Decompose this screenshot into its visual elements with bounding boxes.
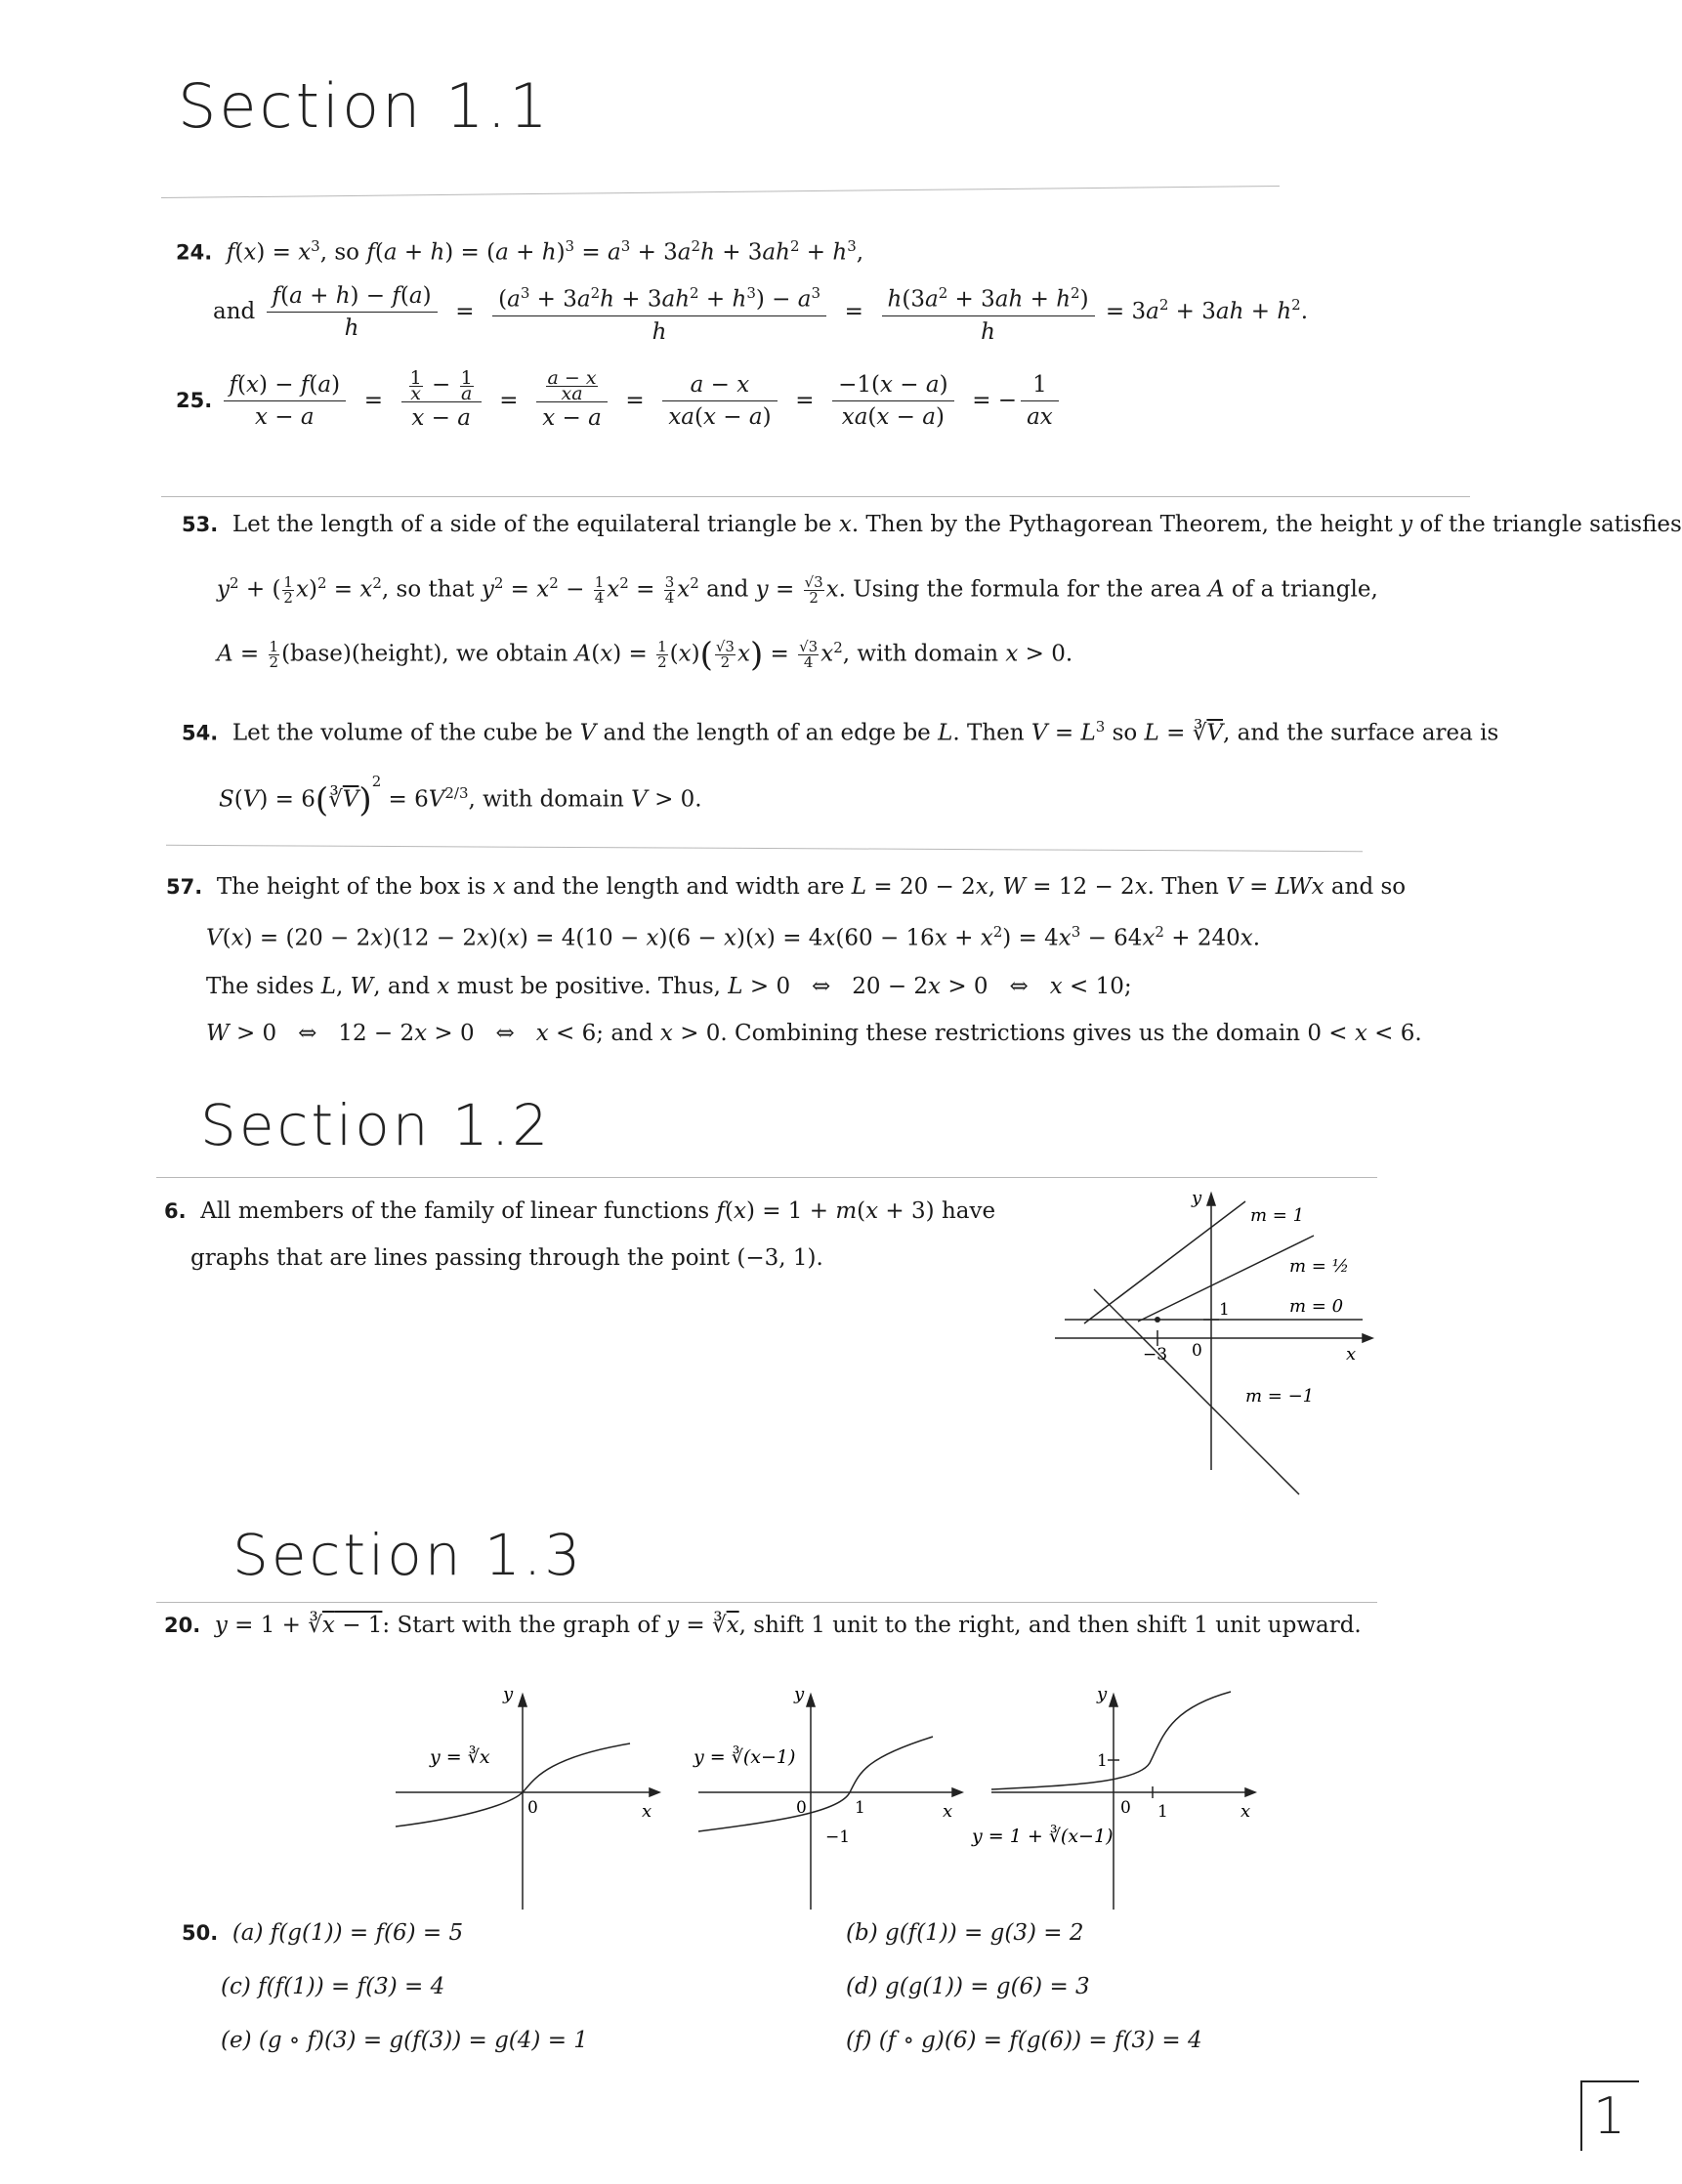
answer-b: (b) g(f(1)) = g(3) = 2 bbox=[846, 1920, 1084, 1946]
answer-d: (d) g(g(1)) = g(6) = 3 bbox=[846, 1974, 1090, 1999]
x-axis-label: x bbox=[642, 1801, 652, 1822]
y-axis-label: y bbox=[503, 1684, 514, 1704]
arrow-icon bbox=[952, 1788, 962, 1796]
arrow-icon bbox=[650, 1788, 659, 1796]
common-point bbox=[1155, 1317, 1160, 1323]
problem-20-text: : Start with the graph of bbox=[382, 1613, 659, 1638]
problem-number: 6. bbox=[164, 1199, 187, 1223]
y-axis-label: y bbox=[794, 1684, 805, 1704]
section-heading-1-1: Section 1.1 bbox=[178, 70, 551, 142]
answer-e: (e) (g ∘ f)(3) = g(f(3)) = g(4) = 1 bbox=[221, 2028, 588, 2053]
problem-number: 57. bbox=[166, 875, 203, 899]
origin-label: 0 bbox=[796, 1798, 807, 1818]
arrow-icon bbox=[1245, 1788, 1255, 1796]
answer-a: (a) f(g(1)) = f(6) = 5 bbox=[231, 1920, 464, 1946]
slope-label-neg1: m = −1 bbox=[1245, 1386, 1315, 1407]
tick-neg3-label: −3 bbox=[1143, 1345, 1168, 1365]
lines-family-figure bbox=[1045, 1182, 1377, 1475]
problem-6-text: All members of the family of linear functions bbox=[200, 1198, 710, 1224]
problem-number: 20. bbox=[164, 1614, 201, 1637]
problem-20-text-end: , shift 1 unit to the right, and then shift 1 unit upward. bbox=[738, 1613, 1362, 1638]
arrow-icon bbox=[519, 1695, 526, 1706]
page-number: 1 bbox=[1580, 2080, 1639, 2151]
problem-6-text-end: have bbox=[941, 1198, 996, 1224]
problem-57-line3: The sides L, W, and x must be positive. Thus, L > 0 ⇔ 20 − 2x > 0 ⇔ x < 10; bbox=[206, 974, 1132, 999]
tick-1-label: 1 bbox=[1157, 1802, 1168, 1822]
problem-number: 24. bbox=[176, 240, 213, 265]
problem-24-line1: 24. $f(x) = x^3$, so $f(a + h) = (a + h)^3 = a^3 + 3a^2h + 3ah^2 + h^3$, bbox=[176, 237, 864, 266]
slope-label-half: m = ½ bbox=[1289, 1256, 1350, 1277]
problem-number: 25. bbox=[176, 388, 213, 412]
tick-1-y-label: 1 bbox=[1097, 1751, 1108, 1771]
problem-number: 54. bbox=[182, 721, 219, 745]
cube-root-figure bbox=[386, 1680, 1265, 1914]
y-axis-label: y bbox=[1192, 1188, 1202, 1208]
x-axis-label: x bbox=[1240, 1801, 1251, 1822]
x-axis-label: x bbox=[943, 1801, 953, 1822]
problem-53-line3: A = $\frac{1}{2}$ (base)(height), we obtain A(x) = $\frac{1}{2}$ (x)( $\frac{√3}{2}$ x) = $\frac{√3}{4}$ $x^2$, with domain x > 0. bbox=[217, 635, 1073, 675]
problem-25: 25. $\frac{f(x) - f(a)}{x - a}$ = $\frac{1}{x}$ − $\frac{1}{a}$ x − a = $\frac{\frac{a - x}{xa}}{x - a}$ = $\frac{a - x}{xa(x - a)}$ = $\frac{-1(x - a)}{xa(x - a)}$ = − $\frac{1}{ax}$ bbox=[176, 369, 1063, 434]
problem-57-line1: 57. The height of the box is x and the length and width are L = 20 − 2x, W = 12 − 2x. Then V = LWx and so bbox=[166, 874, 1407, 900]
section-heading-1-2: Section 1.2 bbox=[200, 1092, 552, 1158]
problem-number: 53. bbox=[182, 513, 219, 536]
problem-6-line1: 6. All members of the family of linear functions f(x) = 1 + m(x + 3) have bbox=[164, 1198, 996, 1224]
divider bbox=[156, 1177, 1377, 1178]
graph1-label: y = ∛x bbox=[430, 1746, 490, 1768]
problem-54-line2: $S(V) = 6(∛\overline{V})^2 = 6V^{2/3}$, with domain V > 0. bbox=[219, 773, 702, 820]
x-axis-label: x bbox=[1346, 1344, 1357, 1365]
problem-50-a bbox=[182, 1918, 463, 1948]
divider bbox=[161, 496, 1470, 497]
graph3-label: y = 1 + ∛(x−1) bbox=[972, 1826, 1114, 1847]
problem-20: 20. y = 1 + ∛x − 1: Start with the graph of $y = ∛\overline{x}$, shift 1 unit to the right, and then shift 1 unit upward. bbox=[164, 1613, 1362, 1638]
x-axis-arrow-icon bbox=[1363, 1334, 1372, 1342]
graph2-label: y = ∛(x−1) bbox=[694, 1746, 796, 1768]
y-axis-arrow-icon bbox=[1207, 1194, 1215, 1205]
problem-54-line1: 54. Let the volume of the cube be V and the length of an edge be L. Then $V = L^3$ so $L = ∛\overline{V}$, and the surface area is bbox=[182, 718, 1499, 746]
origin-label: 0 bbox=[527, 1798, 538, 1818]
tick-neg1-label: −1 bbox=[825, 1827, 851, 1847]
divider bbox=[161, 186, 1280, 198]
divider bbox=[156, 1602, 1377, 1603]
problem-24-line2: and $\frac{f(a + h) - f(a)}{h}$ = $\frac{(a^3 + 3a^2h + 3ah^2 + h^3) - a^3}{h}$ = $\frac{h(3a^2 + 3ah + h^2)}{h}$ = $3a^2 + 3ah + h^2$. bbox=[213, 277, 1308, 348]
section-heading-1-3: Section 1.3 bbox=[232, 1522, 584, 1588]
slope-label-0: m = 0 bbox=[1289, 1296, 1344, 1317]
problem-6-line2: graphs that are lines passing through the point (−3, 1). bbox=[190, 1245, 823, 1271]
origin-label: 0 bbox=[1192, 1341, 1202, 1361]
arrow-icon bbox=[807, 1695, 815, 1706]
problem-57-line4: W > 0 ⇔ 12 − 2x > 0 ⇔ x < 6; and x > 0. Combining these restrictions gives us the domain 0 < x < 6. bbox=[206, 1021, 1422, 1046]
problem-57-line2: $V(x) = (20 - 2x)(12 - 2x)(x) = 4(10 - x)(6 - x)(x) = 4x(60 - 16x + x^2) = 4x^3 - 64x^2 + 240x$. bbox=[206, 923, 1261, 951]
divider bbox=[166, 845, 1363, 852]
tick-1-label: 1 bbox=[1219, 1300, 1230, 1320]
problem-number: 50. bbox=[182, 1921, 219, 1945]
tick-1-label: 1 bbox=[855, 1798, 865, 1818]
slope-label-1: m = 1 bbox=[1250, 1205, 1305, 1226]
answer-c: (c) f(f(1)) = f(3) = 4 bbox=[221, 1974, 445, 1999]
answer-f: (f) (f ∘ g)(6) = f(g(6)) = f(3) = 4 bbox=[846, 2028, 1202, 2053]
problem-53-line2: $y^2$ + ( $\frac{1}{2}$ $x)^2 = x^2$, so that $y^2 = x^2$ − $\frac{1}{4}$ $x^2$ = $\frac{3}{4}$ $x^2$ and y = $\frac{√3}{2}$ x. Using the formula for the area A of a triangle, bbox=[217, 573, 1378, 608]
problem-53-line1: 53. Let the length of a side of the equilateral triangle be x. Then by the Pythagorean Theorem, the height y of the triangle satisfies bbox=[182, 512, 1682, 537]
origin-label: 0 bbox=[1120, 1798, 1131, 1818]
arrow-icon bbox=[1110, 1695, 1117, 1706]
y-axis-label: y bbox=[1097, 1684, 1108, 1704]
